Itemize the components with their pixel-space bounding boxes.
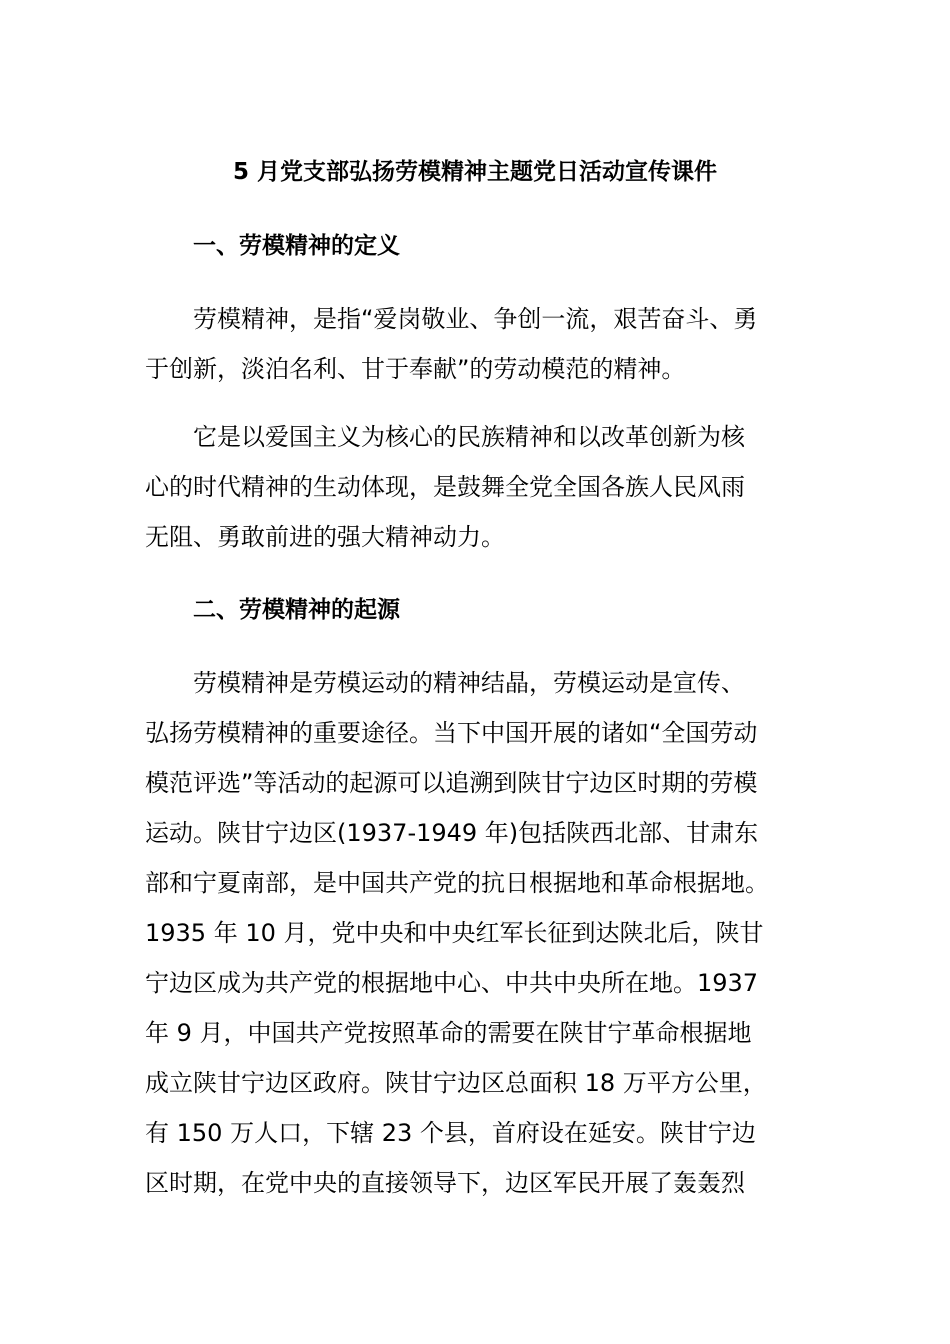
paragraph-line: 成立陕甘宁边区政府。陕甘宁边区总面积 18 万平方公里， xyxy=(145,1069,767,1097)
paragraph-line: 劳模精神是劳模运动的精神结晶，劳模运动是宣传、 xyxy=(193,669,745,697)
paragraph-line: 心的时代精神的生动体现，是鼓舞全党全国各族人民风雨 xyxy=(145,473,745,501)
paragraph-line: 它是以爱国主义为核心的民族精神和以改革创新为核 xyxy=(193,423,745,451)
paragraph-line: 于创新，淡泊名利、甘于奉献”的劳动模范的精神。 xyxy=(145,355,686,383)
paragraph-line: 无阻、勇敢前进的强大精神动力。 xyxy=(145,523,505,551)
paragraph-line: 劳模精神，是指“爱岗敬业、争创一流，艰苦奋斗、勇 xyxy=(193,305,758,333)
section-heading-origin: 二、劳模精神的起源 xyxy=(193,597,400,623)
paragraph-line: 模范评选”等活动的起源可以追溯到陕甘宁边区时期的劳模 xyxy=(145,769,758,797)
paragraph-line: 部和宁夏南部，是中国共产党的抗日根据地和革命根据地。 xyxy=(145,869,769,897)
paragraph-line: 区时期，在党中央的直接领导下，边区军民开展了轰轰烈 xyxy=(145,1169,745,1197)
paragraph-line: 宁边区成为共产党的根据地中心、中共中央所在地。1937 xyxy=(145,969,759,997)
paragraph-origin xyxy=(145,658,805,1208)
paragraph-line: 年 9 月，中国共产党按照革命的需要在陕甘宁革命根据地 xyxy=(145,1019,752,1047)
document-title: 5 月党支部弘扬劳模精神主题党日活动宣传课件 xyxy=(232,159,717,185)
paragraph-line: 有 150 万人口，下辖 23 个县，首府设在延安。陕甘宁边 xyxy=(145,1119,756,1147)
paragraph-line: 弘扬劳模精神的重要途径。当下中国开展的诸如“全国劳动 xyxy=(145,719,758,747)
paragraph-spirit xyxy=(145,412,805,562)
paragraph-definition xyxy=(145,294,805,394)
paragraph-line: 运动。陕甘宁边区(1937-1949 年)包括陕西北部、甘肃东 xyxy=(145,819,759,847)
paragraph-line: 1935 年 10 月，党中央和中央红军长征到达陕北后，陕甘 xyxy=(145,919,764,947)
section-heading-definition: 一、劳模精神的定义 xyxy=(193,233,400,259)
